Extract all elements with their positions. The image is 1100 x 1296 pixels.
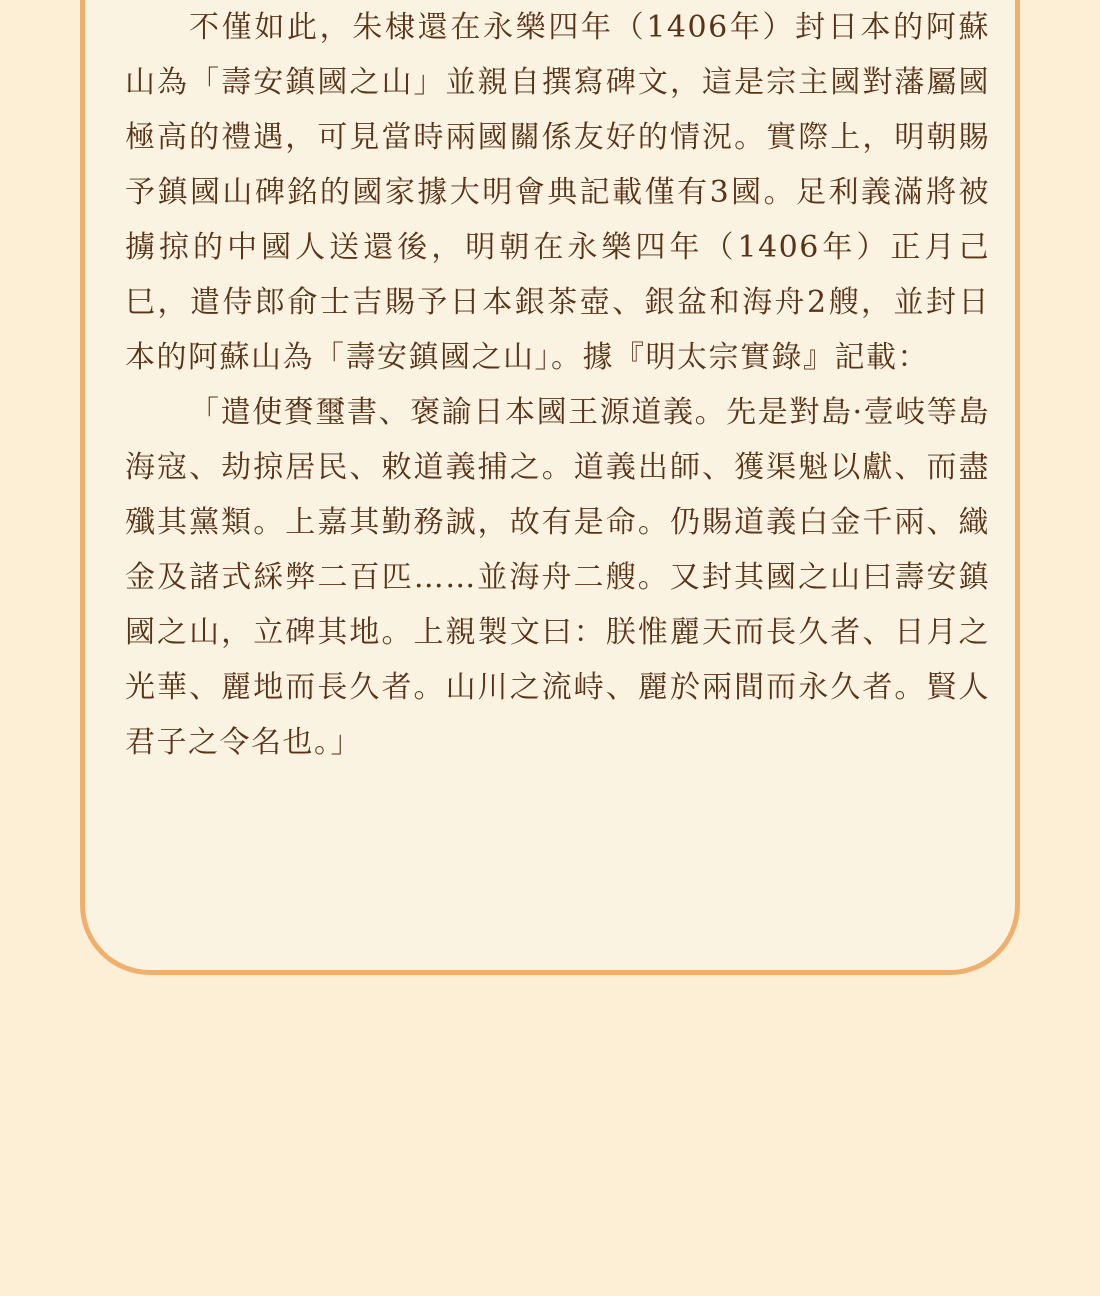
- article-body: [125, 0, 990, 770]
- paragraph-intro: 不僅如此，朱棣還在永樂四年（1406年）封日本的阿蘇山為「壽安鎮國之山」並親自撰寫碑文，這是宗主國對藩屬國極高的禮遇，可見當時兩國關係友好的情況。實際上，明朝賜予鎮國山碑銘的國家據大明會典記載僅有3國。足利義滿將被擄掠的中國人送還後，明朝在永樂四年（1406年）正月己巳，遣侍郎俞士吉賜予日本銀茶壺、銀盆和海舟2艘，並封日本的阿蘇山為「壽安鎮國之山」。據『明太宗實錄』記載：: [125, 10, 990, 375]
- paragraph-quotation: 「遣使賚璽書、褒諭日本國王源道義。先是對島·壹岐等島海寇、劫掠居民、敕道義捕之。道義出師、獲渠魁以獻、而盡殲其黨類。上嘉其勤務誠，故有是命。仍賜道義白金千兩、織金及諸式綵弊二百匹……並海舟二艘。又封其國之山曰壽安鎮國之山，立碑其地。上親製文曰：朕惟麗天而長久者、日月之光華、麗地而長久者。山川之流峙、麗於兩間而永久者。賢人君子之令名也。」: [125, 395, 990, 760]
